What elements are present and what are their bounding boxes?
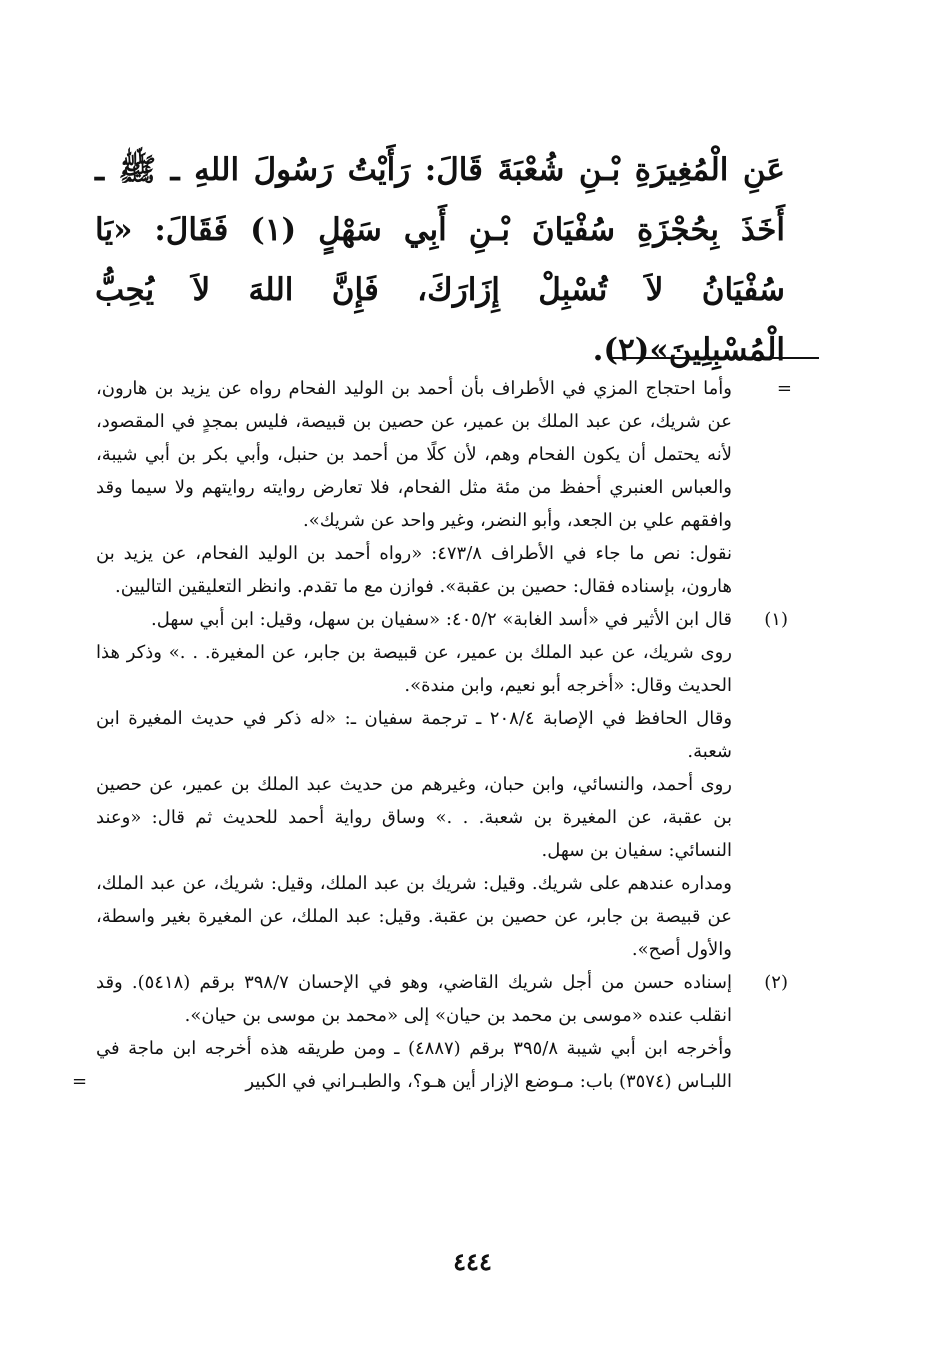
footnote-number: (٢) xyxy=(764,972,788,993)
footnote-paragraph: وأما احتجاج المزي في الأطراف بأن أحمد بن الوليد الفحام رواه عن يزيد بن هارون، عن شريك، عن عبد الملك بن عمير، عن حصين بن قبيصة، فليس بمجدٍ في المقصود، لأنه يحتمل أن يكون الفحام وهم، لأن كلًا من أحمد بن حنبل، وأبي بكر بن أبي شيبة، والعباس العنبري أحفظ من مئة مثل الفحام، فلا تعارض روايته روايتهم ولا سيما وقد وافقهم علي بن الجعد، وأبو النضر، وغير واحد عن شريك». xyxy=(96,378,732,531)
footnote-paragraph: قال ابن الأثير في «أسد الغابة» ٤٠٥/٢: «سفيان بن سهل، وقيل: ابن أبي سهل. xyxy=(151,609,732,630)
hadith-text xyxy=(95,140,785,380)
page-number: ٤٤٤ xyxy=(453,1247,492,1276)
footnote-paragraph: روى شريك، عن عبد الملك بن عمير، عن قبيصة بن جابر، عن المغيرة. . .» وذكر هذا الحديث وقال: «أخرجه أبو نعيم، وابن مندة». xyxy=(96,642,732,696)
continuation-marker: = xyxy=(72,1071,88,1092)
footnote-paragraph: وأخرجه ابن أبي شيبة ٣٩٥/٨ برقم (٤٨٨٧) ـ ومن طريقه هذه أخرجه ابن ماجة في اللبـاس (٣٥٧٤) باب: مـوضع الإزار أين هـو؟، والطبـراني في الكبير xyxy=(96,1038,732,1092)
footnote-continuation xyxy=(96,372,792,603)
footnote-2 xyxy=(72,966,788,1098)
footnote-1 xyxy=(96,603,788,966)
footnote-paragraph: روى أحمد، والنسائي، وابن حبان، وغيرهم من حديث عبد الملك بن عمير، عن حصين بن عقبة، عن المغيرة بن شعبة. . .» وساق رواية أحمد للحديث ثم قال: «وعند النسائي: سفيان بن سهل. xyxy=(96,774,732,861)
hadith-paragraph: عَنِ الْمُغِيرَةِ بْـنِ شُعْبَةَ قَالَ: رَأَيْتُ رَسُولَ اللهِ ـ ﷺ ـ أَخَذَ بِحُجْزَةِ سُفْيَانَ بْـنِ أَبِي سَهْلٍ (١) فَقَالَ: «يَا سُفْيَانُ لاَ تُسْبِلْ إِزَارَكَ، فَإِنَّ اللهَ لاَ يُحِبُّ الْمُسْبِلِينَ»(٢). xyxy=(95,152,785,368)
footnote-paragraph: إسناده حسن من أجل شريك القاضي، وهو في الإحسان ٣٩٨/٧ برقم (٥٤١٨). وقد انقلب عنده «موسى بن محمد بن حيان» إلى «محمد بن موسى بن حيان». xyxy=(96,972,732,1026)
footnote-paragraph: ومداره عندهم على شريك. وقيل: شريك بن عبد الملك، وقيل: شريك، عن عبد الملك، عن قبيصة بن جابر، عن حصين بن عقبة. وقيل: عبد الملك، عن المغيرة بغير واسطة، والأول أصح». xyxy=(96,873,732,960)
continuation-marker: = xyxy=(776,378,792,399)
footnote-separator xyxy=(612,357,819,359)
footnote-paragraph: نقول: نص ما جاء في الأطراف ٤٧٣/٨: «رواه أحمد بن الوليد الفحام، عن يزيد بن هارون، بإسناده فقال: حصين بن عقبة». فوازن مع ما تقدم. وانظر التعليقين التاليين. xyxy=(96,543,732,597)
footnote-paragraph: وقال الحافظ في الإصابة ٢٠٨/٤ ـ ترجمة سفيان ـ: «له ذكر في حديث المغيرة ابن شعبة. xyxy=(96,708,733,762)
footnotes xyxy=(72,372,792,1098)
footnote-number: (١) xyxy=(764,609,788,630)
